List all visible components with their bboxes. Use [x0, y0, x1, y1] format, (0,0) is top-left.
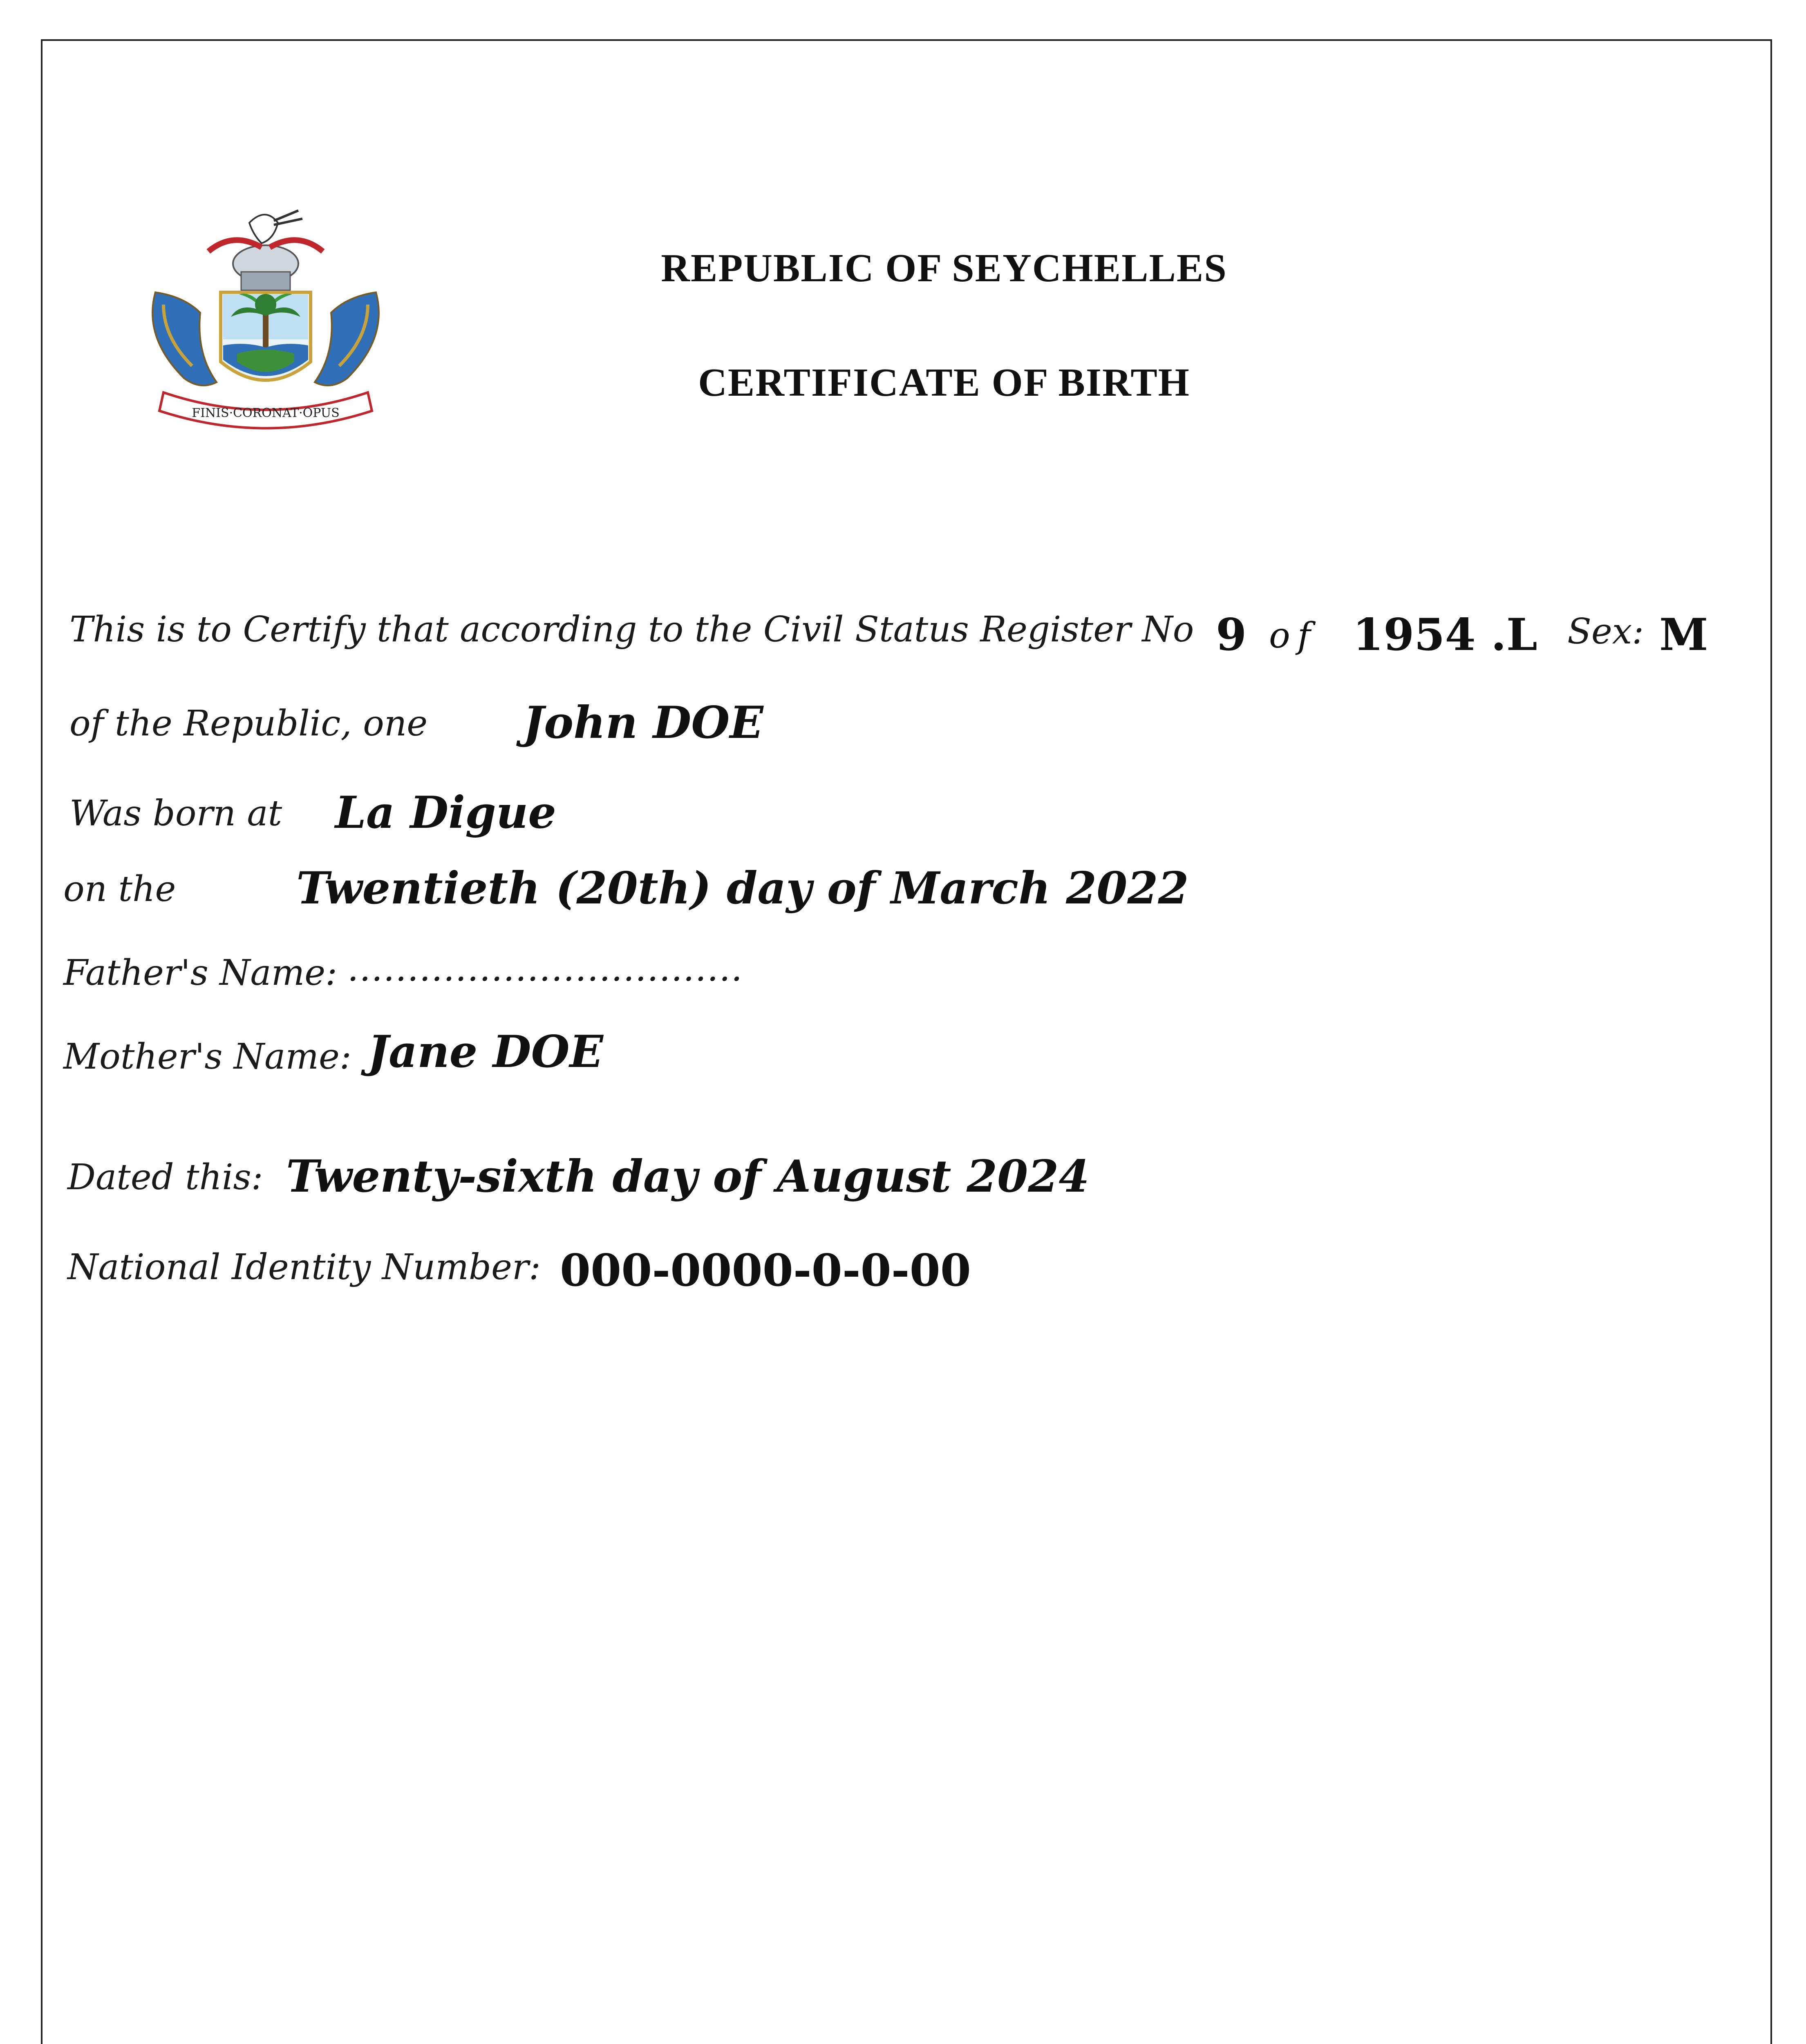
birth-place-value: La Digue: [335, 787, 556, 838]
register-number-value: 9: [1216, 609, 1247, 661]
republic-label: of the Republic, one: [69, 703, 428, 744]
father-name-label: Father's Name:: [63, 953, 338, 993]
register-year-value: 1954 .L: [1353, 609, 1537, 661]
father-name-value: .................................: [347, 948, 743, 989]
register-of-label: of: [1269, 615, 1318, 656]
dated-this-label: Dated this:: [67, 1157, 263, 1198]
coat-of-arms-emblem: [139, 206, 392, 439]
emblem-motto: FINIS·CORONAT·OPUS: [192, 406, 340, 420]
dated-value: Twenty-sixth day of August 2024: [286, 1151, 1090, 1202]
national-id-label: National Identity Number:: [67, 1247, 541, 1288]
child-name-value: John DOE: [523, 697, 763, 749]
sex-value: M: [1659, 609, 1708, 661]
mother-name-label: Mother's Name:: [63, 1036, 351, 1077]
document-title: CERTIFICATE OF BIRTH: [698, 361, 1190, 405]
on-the-label: on the: [63, 869, 176, 910]
mother-name-value: Jane DOE: [368, 1026, 603, 1078]
country-title: REPUBLIC OF SEYCHELLES: [661, 246, 1227, 290]
born-at-label: Was born at: [69, 793, 282, 834]
birth-date-value: Twentieth (20th) day of March 2022: [296, 863, 1189, 914]
certify-intro-label: This is to Certify that according to the Civil Status Register No: [69, 609, 1194, 650]
sex-label: Sex:: [1567, 611, 1644, 652]
national-id-value: 000-0000-0-0-00: [560, 1245, 971, 1296]
